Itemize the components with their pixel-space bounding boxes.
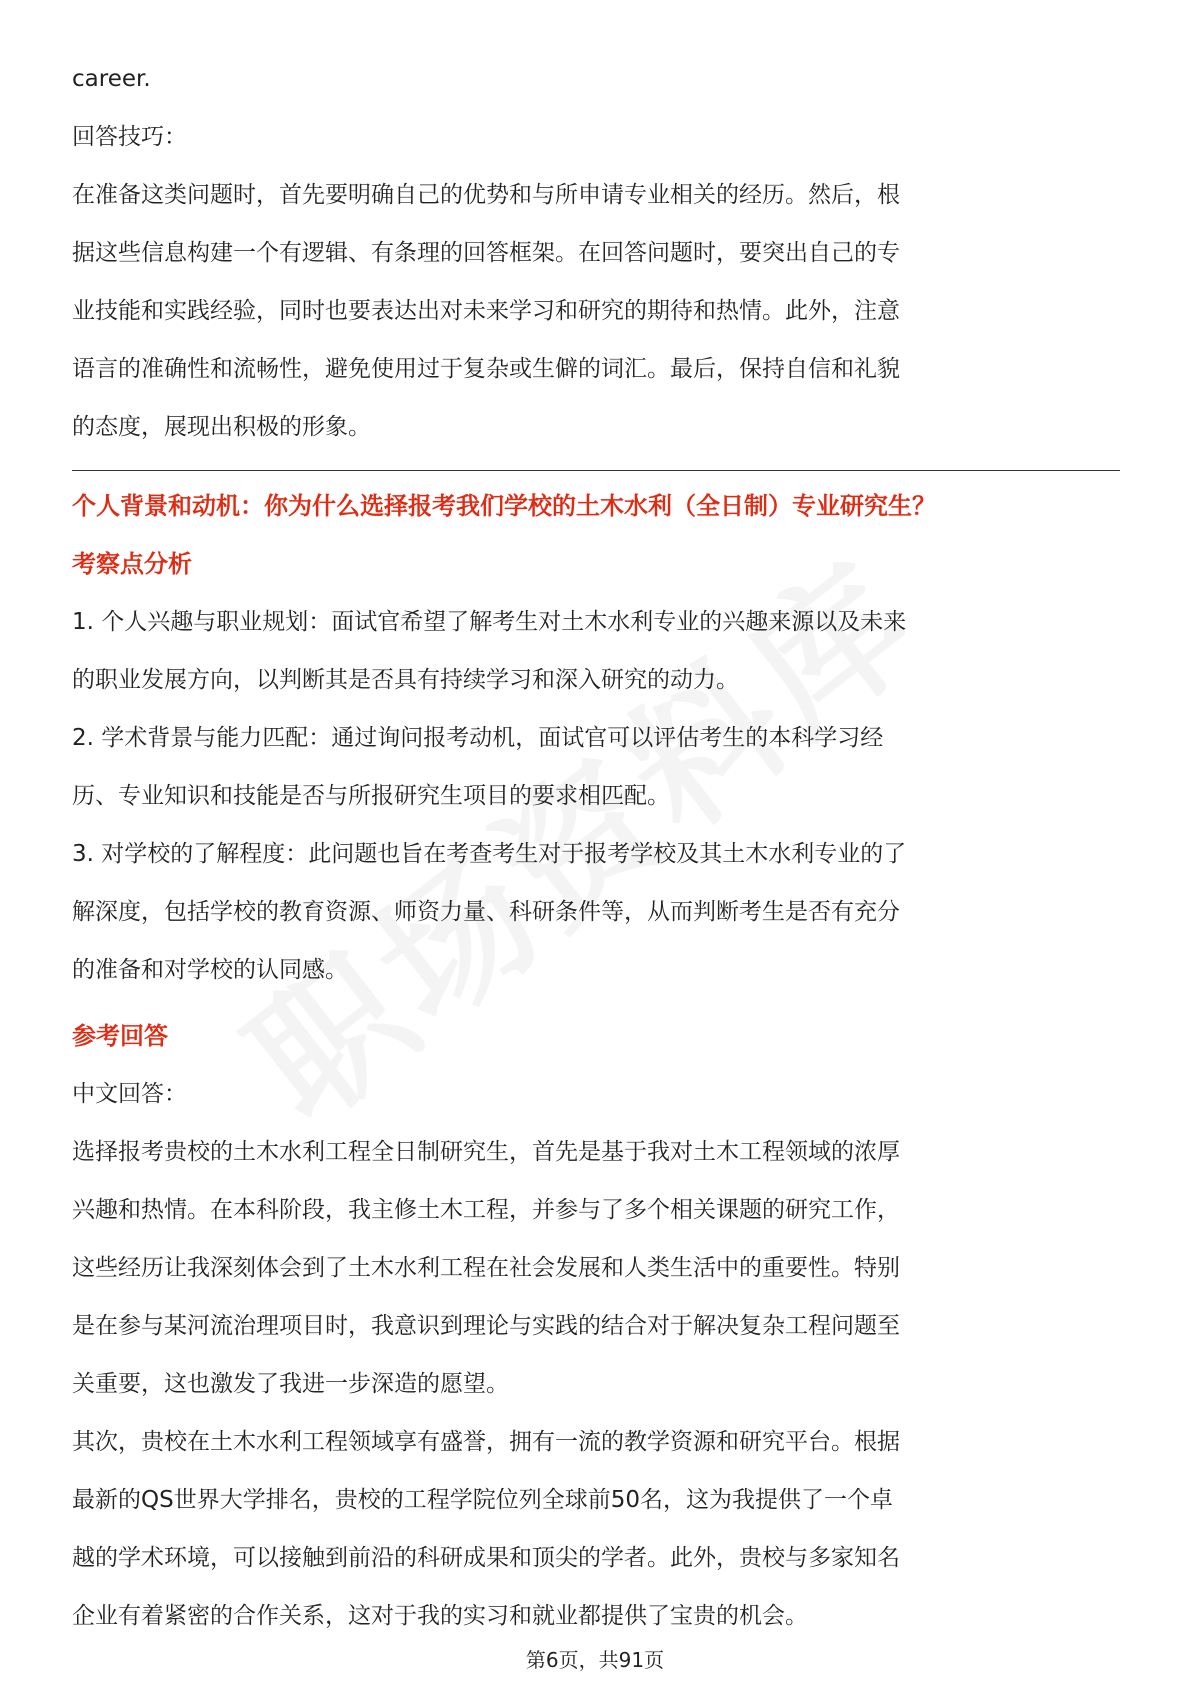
answer-line: 企业有着紧密的合作关系，这对于我的实习和就业都提供了宝贵的机会。	[72, 1603, 808, 1629]
analysis-line: 的准备和对学校的认同感。	[72, 957, 348, 983]
page-content	[72, 50, 1120, 1645]
answer-line: 最新的QS世界大学排名，贵校的工程学院位列全球前50名，这为我提供了一个卓	[72, 1487, 893, 1513]
section-divider	[72, 470, 1120, 471]
analysis-line: 的职业发展方向，以判断其是否具有持续学习和深入研究的动力。	[72, 667, 739, 693]
tips-line: 据这些信息构建一个有逻辑、有条理的回答框架。在回答问题时，要突出自己的专	[72, 240, 900, 266]
tips-paragraph	[72, 166, 1120, 456]
answer-line: 这些经历让我深刻体会到了土木水利工程在社会发展和人类生活中的重要性。特别	[72, 1255, 900, 1281]
answer-heading: 参考回答	[72, 1022, 168, 1050]
tips-label: 回答技巧：	[72, 124, 187, 150]
tips-line: 在准备这类问题时，首先要明确自己的优势和与所申请专业相关的经历。然后，根	[72, 182, 900, 208]
tips-line: 语言的准确性和流畅性，避免使用过于复杂或生僻的词汇。最后，保持自信和礼貌	[72, 356, 900, 382]
answer-line: 兴趣和热情。在本科阶段，我主修土木工程，并参与了多个相关课题的研究工作，	[72, 1197, 900, 1223]
carry-over-text: career.	[72, 66, 151, 92]
analysis-line: 历、专业知识和技能是否与所报研究生项目的要求相匹配。	[72, 783, 670, 809]
analysis-list	[72, 593, 1120, 999]
answer-line: 其次，贵校在土木水利工程领域享有盛誉，拥有一流的教学资源和研究平台。根据	[72, 1429, 900, 1455]
analysis-heading: 考察点分析	[72, 550, 192, 578]
analysis-line: 解深度，包括学校的教育资源、师资力量、科研条件等，从而判断考生是否有充分	[72, 899, 900, 925]
tips-line: 业技能和实践经验，同时也要表达出对未来学习和研究的期待和热情。此外，注意	[72, 298, 900, 324]
answer-line: 选择报考贵校的土木水利工程全日制研究生，首先是基于我对土木工程领域的浓厚	[72, 1139, 900, 1165]
analysis-line: 2. 学术背景与能力匹配：通过询问报考动机，面试官可以评估考生的本科学习经	[72, 725, 884, 751]
question-heading: 个人背景和动机：你为什么选择报考我们学校的土木水利（全日制）专业研究生？	[72, 492, 936, 520]
analysis-line: 1. 个人兴趣与职业规划：面试官希望了解考生对土木水利专业的兴趣来源以及未来	[72, 609, 907, 635]
tips-line: 的态度，展现出积极的形象。	[72, 414, 371, 440]
answer-line: 越的学术环境，可以接触到前沿的科研成果和顶尖的学者。此外，贵校与多家知名	[72, 1545, 900, 1571]
answer-paragraphs	[72, 1123, 1120, 1645]
page-number-footer: 第6页，共91页	[525, 1648, 665, 1672]
analysis-line: 3. 对学校的了解程度：此问题也旨在考查考生对于报考学校及其土木水利专业的了	[72, 841, 907, 867]
answer-line: 关重要，这也激发了我进一步深造的愿望。	[72, 1371, 509, 1397]
answer-line: 是在参与某河流治理项目时，我意识到理论与实践的结合对于解决复杂工程问题至	[72, 1313, 900, 1339]
answer-label: 中文回答：	[72, 1081, 187, 1107]
